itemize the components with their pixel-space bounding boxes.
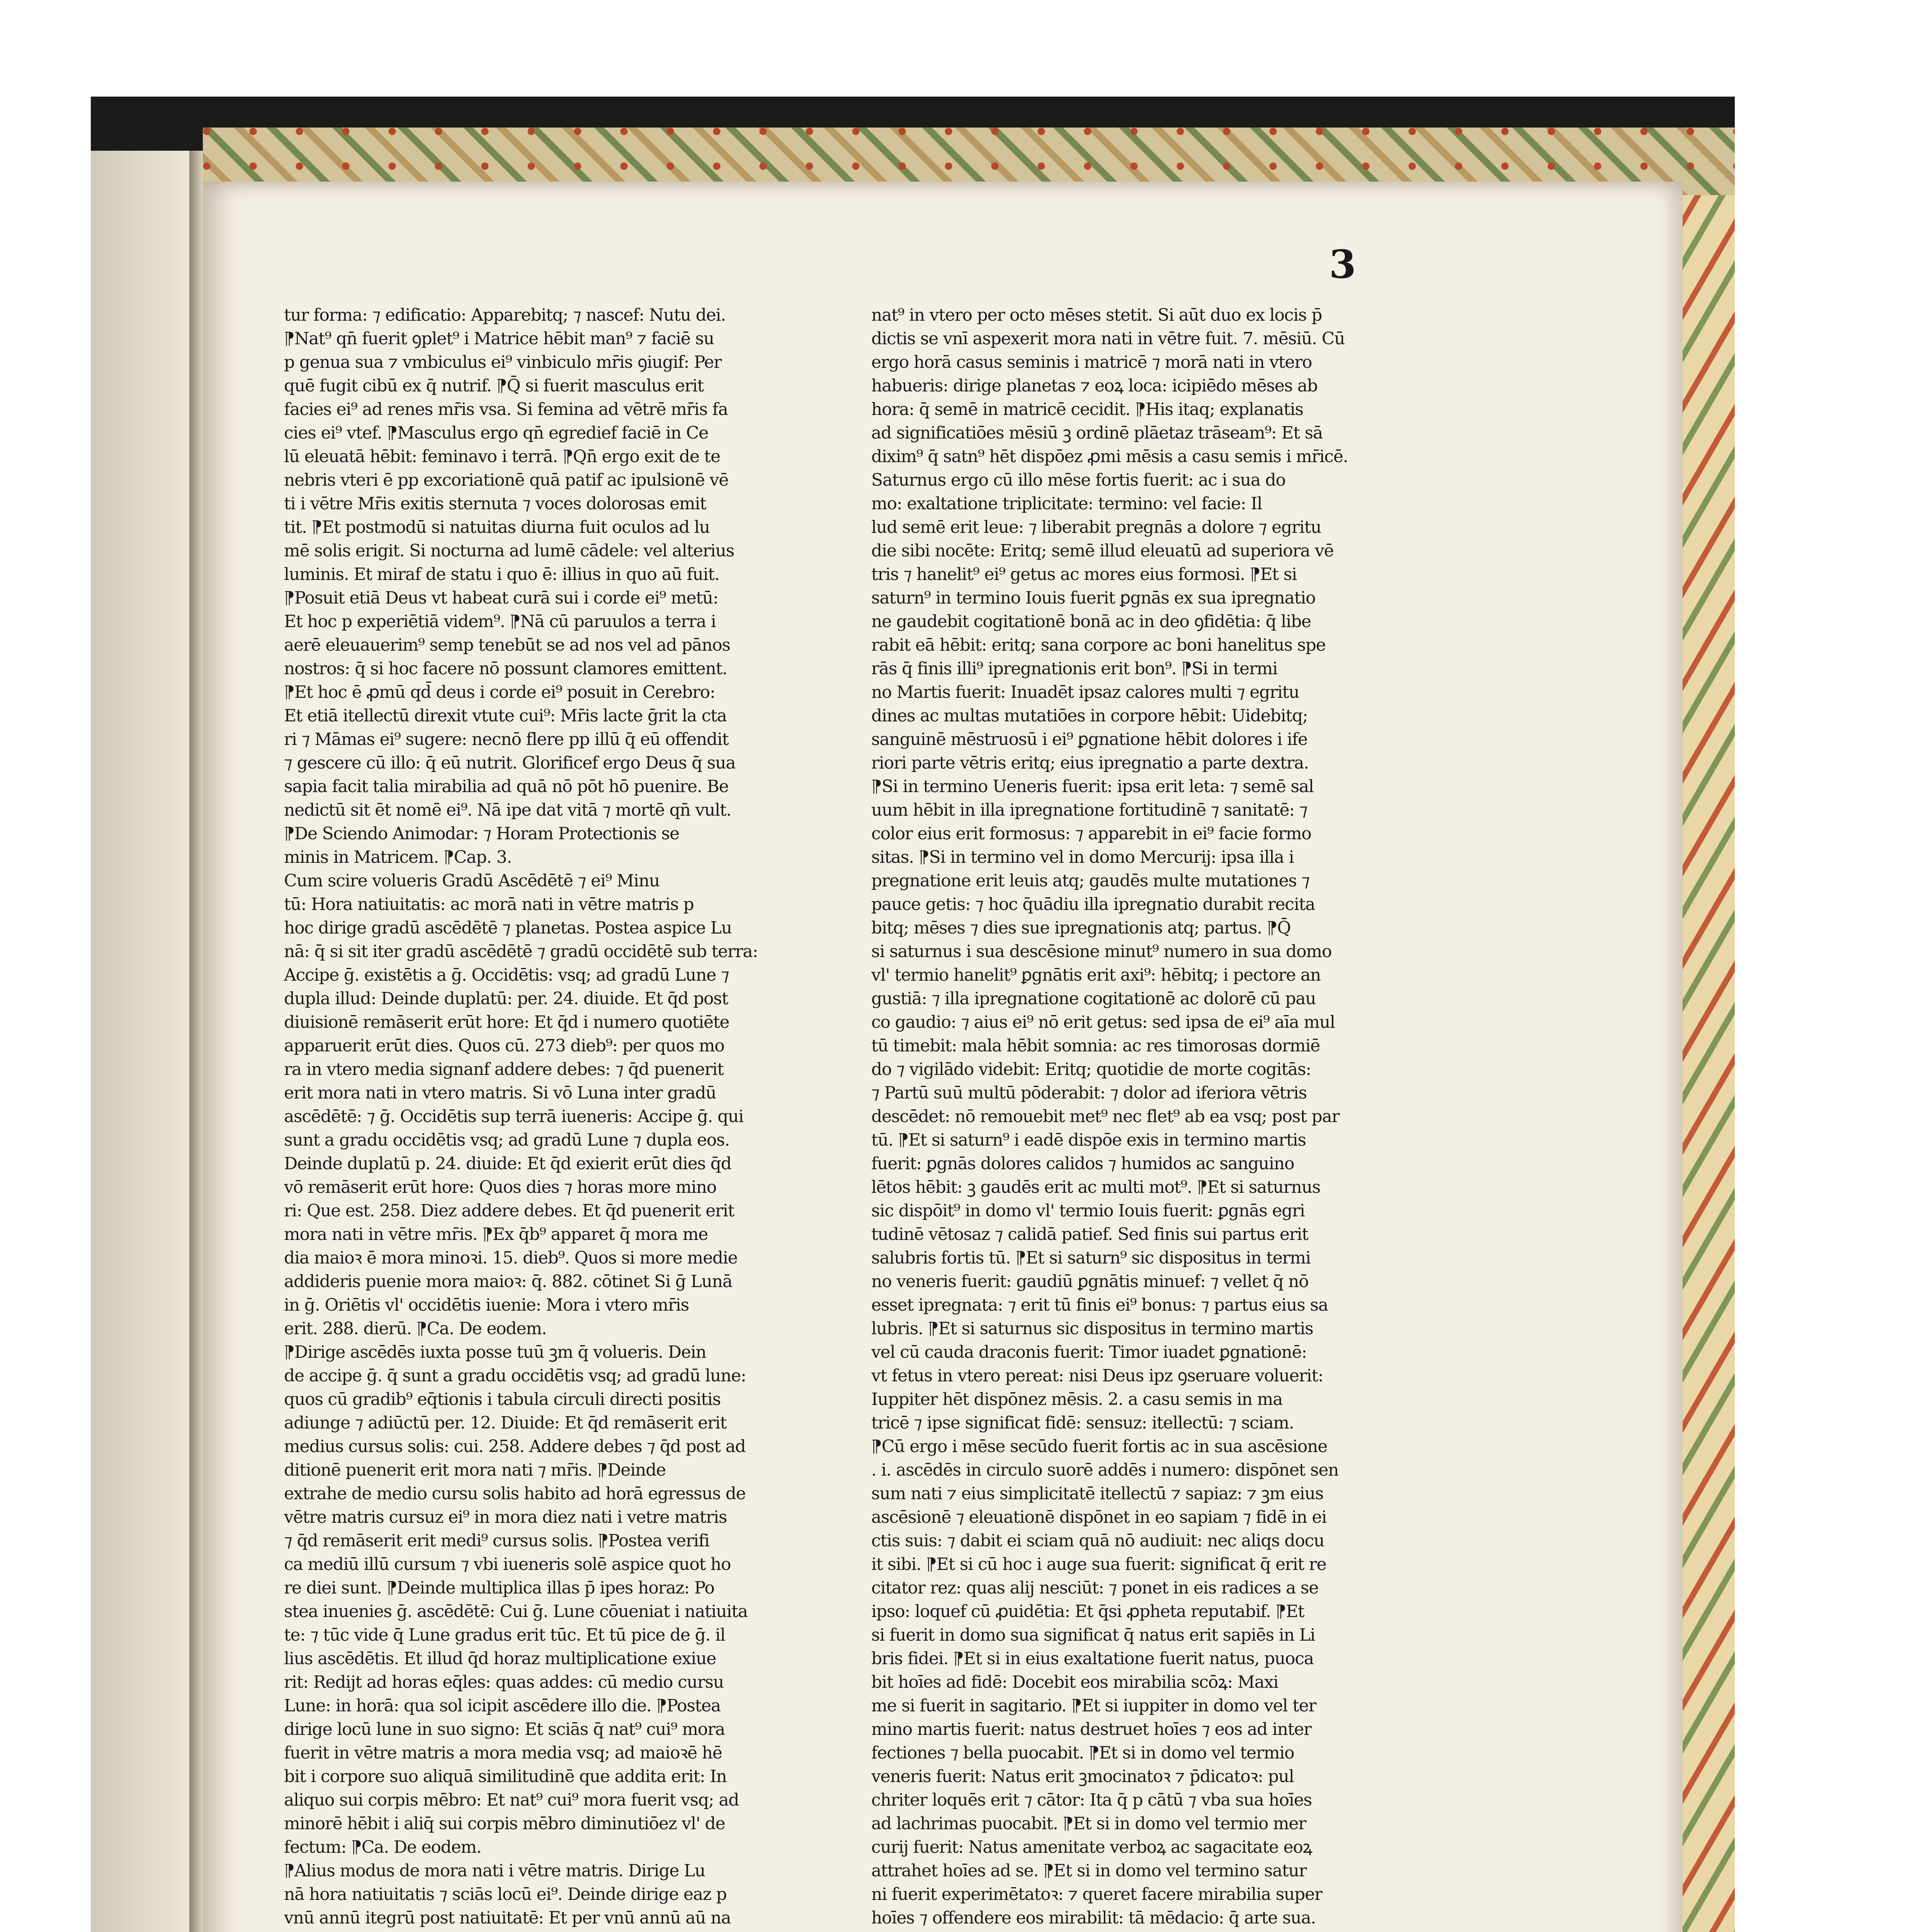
text-line: mē solis erigit. Si nocturna ad lumē cādele: vel alterius xyxy=(284,541,734,561)
text-line: tit. ⁋Et postmodū si natuitas diurna fuit oculos ad lu xyxy=(284,517,710,537)
text-line: fuerit in vētre matris a mora media vsq; ad maioꝛē hē xyxy=(284,1743,722,1763)
text-line: co gaudio: ⁊ aius ei⁹ nō erit getus: sed ipsa de ei⁹ aīa mul xyxy=(871,1012,1335,1032)
text-line: ⁋Cū ergo i mēse secūdo fuerit fortis ac in sua ascēsione xyxy=(871,1437,1328,1456)
text-line: sanguinē mēstruosū i ei⁹ ꝑgnatione hēbit dolores i ife xyxy=(871,730,1307,749)
text-line: fectum: ⁋Ca. De eodem. xyxy=(284,1837,481,1857)
text-line: vētre matris cursuz ei⁹ in mora diez nati i vetre matris xyxy=(284,1507,727,1527)
text-line: adiunge ⁊ adiūctū per. 12. Diuide: Et q̄d remāserit erit xyxy=(284,1413,727,1433)
text-line xyxy=(284,1930,854,1932)
text-line: saturn⁹ in termino Iouis fuerit ꝑgnās ex sua ipregnatio xyxy=(871,588,1316,608)
decorative-border-right xyxy=(1677,195,1735,1932)
text-line: no veneris fuerit: gaudiū ꝑgnātis minuef: ⁊ vellet q̄ nō xyxy=(871,1272,1309,1291)
text-line: vt fetus in vtero pereat: nisi Deus ipz ꝯseruare voluerit: xyxy=(871,1366,1323,1386)
text-line: nedictū sit ēt nomē ei⁹. Nā ipe dat vitā ⁊ mortē qn̄ vult. xyxy=(284,800,731,820)
text-line: Accipe ḡ. existētis a ḡ. Occidētis: vsq; ad gradū Lune ⁊ xyxy=(284,965,729,985)
text-line: ⁋Dirige ascēdēs iuxta posse tuū ꝫm q̄ volueris. Dein xyxy=(284,1342,706,1362)
text-line: bit i corpore suo aliquā similitudinē que addita erit: In xyxy=(284,1767,727,1786)
text-line: tudinē vētosaz ⁊ calidā patief. Sed finis sui partus erit xyxy=(871,1225,1308,1244)
text-line: ditionē puenerit erit mora nati ⁊ mr̄is. ⁋Deinde xyxy=(284,1460,666,1480)
text-line: Saturnus ergo cū illo mēse fortis fuerit: ac i sua do xyxy=(871,470,1285,490)
book-gutter xyxy=(189,151,203,1932)
text-line: citator rez: quas alij nesciūt: ⁊ ponet in eis radices a se xyxy=(871,1578,1319,1598)
text-line: it sibi. ⁋Et si cū hoc i auge sua fuerit: significat q̄ erit re xyxy=(871,1554,1326,1574)
text-line: tris ⁊ hanelit⁹ ei⁹ getus ac mores eius formosi. ⁋Et si xyxy=(871,565,1297,584)
text-line: ⁊ Partū suū multū pōderabit: ⁊ dolor ad iferiora vētris xyxy=(871,1083,1307,1103)
text-line: nā hora natiuitatis ⁊ sciās locū ei⁹. Deinde dirige eaz p xyxy=(284,1884,727,1904)
text-line: lū eleuatā hēbit: feminavo i terrā. ⁋Qn̄ ergo exit de te xyxy=(284,447,720,466)
text-line: lētos hēbit: ꝫ gaudēs erit ac multi mot⁹. ⁋Et si saturnus xyxy=(871,1177,1321,1197)
text-line: sunt a gradu occidētis vsq; ad gradū Lune ⁊ dupla eos. xyxy=(284,1130,730,1150)
text-line: si saturnus i sua descēsione minut⁹ numero in sua domo xyxy=(871,942,1332,961)
text-line: ri ⁊ Māmas ei⁹ sugere: necnō flere pp illū q̄ eū offendit xyxy=(284,730,729,749)
text-line: tur forma: ⁊ edificatio: Apparebitq; ⁊ nascef: Nutu dei. xyxy=(284,305,726,325)
text-line: rabit eā hēbit: eritq; sana corpore ac boni hanelitus spe xyxy=(871,635,1326,655)
text-line: hora: q̄ semē in matricē cecidit. ⁋His itaq; explanatis xyxy=(871,400,1303,419)
text-line: ascēdētē: ⁊ ḡ. Occidētis sup terrā iueneris: Accipe ḡ. qui xyxy=(284,1107,744,1126)
text-line: ⁋Nat⁹ qn̄ fuerit ꝯplet⁹ i Matrice hēbit man⁹ ⁊ faciē su xyxy=(284,329,714,349)
text-line: tū. ⁋Et si saturn⁹ i eadē dispōe exis in termino martis xyxy=(871,1130,1306,1150)
text-line: dia maioꝛ ē mora minoꝛi. 15. dieb⁹. Quos si more medie xyxy=(284,1248,738,1268)
text-line: nebris vteri ē pp excoriationē quā patif ac ipulsionē vē xyxy=(284,470,729,490)
text-column-right xyxy=(871,303,1441,1932)
text-line: color eius erit formosus: ⁊ apparebit in ei⁹ facie formo xyxy=(871,824,1311,844)
text-line: fectiones ⁊ bella puocabit. ⁋Et si in domo vel termio xyxy=(871,1743,1294,1763)
text-line: rās q̄ finis illi⁹ ipregnationis erit bon⁹. ⁋Si in termi xyxy=(871,659,1278,679)
page-number: 3 xyxy=(1329,242,1356,287)
text-line: mino martis fuerit: natus destruet hoīes ⁊ eos ad inter xyxy=(871,1719,1311,1739)
text-line: ⁋Et hoc ē ꝓmū qd̄ deus i corde ei⁹ posuit in Cerebro: xyxy=(284,682,715,702)
text-line: ni fuerit experimētatoꝛ: ⁊ queret facere mirabilia super xyxy=(871,1884,1322,1904)
text-line: dictis se vnī aspexerit mora nati in vētre fuit. 7. mēsiū. Cū xyxy=(871,329,1345,349)
text-line: erit mora nati in vtero matris. Si vō Luna inter gradū xyxy=(284,1083,716,1103)
text-line: die sibi nocēte: Eritq; semē illud eleuatū ad superiora vē xyxy=(871,541,1334,561)
text-line: tū timebit: mala hēbit somnia: ac res timorosas dormiē xyxy=(871,1036,1320,1056)
text-line xyxy=(871,1930,1441,1932)
text-line: veneris fuerit: Natus erit ꝫmocinatoꝛ ⁊ p̄dicatoꝛ: pul xyxy=(871,1767,1294,1786)
text-line: ne gaudebit cogitationē bonā ac in deo ꝯfidētia: q̄ libe xyxy=(871,612,1311,631)
text-line: salubris fortis tū. ⁋Et si saturn⁹ sic dispositus in termi xyxy=(871,1248,1311,1268)
text-line: ⁊ q̄d remāserit erit medi⁹ cursus solis. ⁋Postea verifi xyxy=(284,1531,709,1551)
text-line: aerē eleuauerim⁹ semp tenebūt se ad nos vel ad pānos xyxy=(284,635,730,655)
text-line: medius cursus solis: cui. 258. Addere debes ⁊ q̄d post ad xyxy=(284,1437,746,1456)
text-line: ⁋Posuit etiā Deus vt habeat curā sui i corde ei⁹ metū: xyxy=(284,588,718,608)
text-line: no Martis fuerit: Inuadēt ipsaz calores multi ⁊ egritu xyxy=(871,682,1299,702)
text-line: habueris: dirige planetas ⁊ eoꝝ loca: icipiēdo mēses ab xyxy=(871,376,1318,396)
text-line: ti i vētre Mr̄is exitis sternuta ⁊ voces dolorosas emit xyxy=(284,494,706,514)
text-line: quos cū gradib⁹ eq̄tionis i tabula circuli directi positis xyxy=(284,1389,721,1409)
text-line: curij fuerit: Natus amenitate verboꝝ ac sagacitate eoꝝ xyxy=(871,1837,1312,1857)
text-line: te: ⁊ tūc vide q̄ Lune gradus erit tūc. Et tū pice de ḡ. il xyxy=(284,1625,725,1645)
text-line: riori parte vētris eritq; eius ipregnatio a parte dextra. xyxy=(871,753,1309,773)
text-line: hoc dirige gradū ascēdētē ⁊ planetas. Postea aspice Lu xyxy=(284,918,732,938)
text-line: ⁋Alius modus de mora nati i vētre matris. Dirige Lu xyxy=(284,1861,706,1881)
text-line: vel cū cauda draconis fuerit: Timor iuadet ꝑgnationē: xyxy=(871,1342,1307,1362)
text-line: vl' termio hanelit⁹ ꝑgnātis erit axi⁹: hēbitq; i pectore an xyxy=(871,965,1321,985)
text-line: esset ipregnata: ⁊ erit tū finis ei⁹ bonus: ⁊ partus eius sa xyxy=(871,1295,1328,1315)
text-line: lud semē erit leue: ⁊ liberabit pregnās a dolore ⁊ egritu xyxy=(871,517,1321,537)
text-line: lius ascēdētis. Et illud q̄d horaz multiplicatione exiue xyxy=(284,1649,716,1668)
text-line: sitas. ⁋Si in termino vel in domo Mercurij: ipsa illa i xyxy=(871,847,1294,867)
text-line: erit. 288. dierū. ⁋Ca. De eodem. xyxy=(284,1319,547,1338)
text-line: ipso: loquef cū ꝓuidētia: Et q̄si ꝓpheta reputabif. ⁋Et xyxy=(871,1602,1304,1621)
text-line: gustiā: ⁊ illa ipregnatione cogitationē ac dolorē cū pau xyxy=(871,989,1316,1009)
text-line: extrahe de medio cursu solis habito ad horā egressus de xyxy=(284,1484,746,1503)
text-line: descēdet: nō remouebit met⁹ nec flet⁹ ab ea vsq; post par xyxy=(871,1107,1340,1126)
text-line: minis in Matricem. ⁋Cap. 3. xyxy=(284,847,512,867)
text-line: quē fugit cibū ex q̄ nutrif. ⁋Q̄ si fuerit masculus erit xyxy=(284,376,704,396)
text-line: bris fidei. ⁋Et si in eius exaltatione fuerit natus, puoca xyxy=(871,1649,1314,1668)
text-line: ri: Que est. 258. Diez addere debes. Et q̄d puenerit erit xyxy=(284,1201,734,1221)
text-line: ad lachrimas puocabit. ⁋Et si in domo vel termio mer xyxy=(871,1814,1306,1833)
text-line: de accipe ḡ. q̄ sunt a gradu occidētis vsq; ad gradū lune: xyxy=(284,1366,746,1386)
text-line: p genua sua ⁊ vmbiculus ei⁹ vinbiculo mr̄is ꝯiugif: Per xyxy=(284,352,721,372)
text-line: minorē hēbit i aliq̄ sui corpis mēbro diminutiōez vl' de xyxy=(284,1814,725,1833)
text-line: attrahet hoīes ad se. ⁋Et si in domo vel termino satur xyxy=(871,1861,1307,1881)
text-line: chriter loquēs erit ⁊ cātor: Ita q̄ p cātū ⁊ vba sua hoīes xyxy=(871,1790,1312,1810)
text-line: hoīes ⁊ offendere eos mirabilit: tā mēdacio: q̄ arte sua. xyxy=(871,1908,1316,1928)
text-line: ra in vtero media signanf addere debes: ⁊ q̄d puenerit xyxy=(284,1060,724,1079)
text-line: facies ei⁹ ad renes mr̄is vsa. Si femina ad vētrē mr̄is fa xyxy=(284,400,728,419)
text-line: Cum scire volueris Gradū Ascēdētē ⁊ ei⁹ Minu xyxy=(284,871,660,891)
text-line: dirige locū lune in suo signo: Et sciās q̄ nat⁹ cui⁹ mora xyxy=(284,1719,725,1739)
text-line: rit: Redijt ad horas eq̄les: quas addes: cū medio cursu xyxy=(284,1672,724,1692)
text-line: me si fuerit in sagitario. ⁋Et si iuppiter in domo vel ter xyxy=(871,1696,1316,1716)
text-line: ca mediū illū cursum ⁊ vbi iueneris solē aspice quot ho xyxy=(284,1554,731,1574)
text-line: ⁋Si in termino Ueneris fuerit: ipsa erit leta: ⁊ semē sal xyxy=(871,777,1314,796)
text-line: re diei sunt. ⁋Deinde multiplica illas p̄ ipes horaz: Po xyxy=(284,1578,714,1598)
text-line: dixim⁹ q̄ satn⁹ hēt dispōez ꝓmi mēsis a casu semis i mr̄icē. xyxy=(871,447,1348,466)
text-line: in ḡ. Oriētis vl' occidētis iuenie: Mora i vtero mr̄is xyxy=(284,1295,689,1315)
text-line: ad significatiōes mēsiū ꝫ ordinē plāetaz trāseam⁹: Et sā xyxy=(871,423,1323,443)
text-line: fuerit: ꝑgnās dolores calidos ⁊ humidos ac sanguino xyxy=(871,1154,1294,1173)
text-line: diuisionē remāserit erūt hore: Et q̄d i numero quotiēte xyxy=(284,1012,729,1032)
text-line: ergo horā casus seminis i matricē ⁊ morā nati in vtero xyxy=(871,352,1312,372)
text-line: bitq; mēses ⁊ dies sue ipregnationis atq; partus. ⁋Q̄ xyxy=(871,918,1291,938)
text-line: luminis. Et miraf de statu i quo ē: illius in quo aū fuit. xyxy=(284,565,719,584)
text-line: mo: exaltatione triplicitate: termino: vel facie: Il xyxy=(871,494,1262,514)
text-line: addideris puenie mora maioꝛ: q̄. 882. cōtinet Si ḡ Lunā xyxy=(284,1272,732,1291)
text-line: sic dispōit⁹ in domo vl' termio Iouis fuerit: ꝑgnās egri xyxy=(871,1201,1305,1221)
text-line: ascēsionē ⁊ eleuationē dispōnet in eo sapiam ⁊ fidē in ei xyxy=(871,1507,1327,1527)
text-line: uum hēbit in illa ipregnatione fortitudinē ⁊ sanitatē: ⁊ xyxy=(871,800,1307,820)
text-line: nā: q̄ si sit iter gradū ascēdētē ⁊ gradū occidētē sub terra: xyxy=(284,942,758,961)
text-line: tricē ⁊ ipse significat fidē: sensuz: itellectū: ⁊ sciam. xyxy=(871,1413,1294,1433)
text-line: tū: Hora natiuitatis: ac morā nati in vētre matris p xyxy=(284,895,694,914)
text-line: ⁊ gescere cū illo: q̄ eū nutrit. Glorificef ergo Deus q̄ sua xyxy=(284,753,736,773)
text-line: nat⁹ in vtero per octo mēses stetit. Si aūt duo ex locis p̄ xyxy=(871,305,1322,325)
text-line: Et etiā itellectū direxit vtute cui⁹: Mr̄is lacte ḡrit la cta xyxy=(284,706,727,726)
text-line: do ⁊ vigilādo videbit: Eritq; quotidie de morte cogitās: xyxy=(871,1060,1311,1079)
text-column-left xyxy=(284,303,854,1932)
text-line: pauce getis: ⁊ hoc q̄uādiu illa ipregnatio durabit recita xyxy=(871,895,1315,914)
text-line: nostros: q̄ si hoc facere nō possunt clamores emittent. xyxy=(284,659,727,679)
text-line: pregnatione erit leuis atq; gaudēs multe mutationes ⁊ xyxy=(871,871,1310,891)
facing-page-edge xyxy=(91,151,189,1932)
text-line: ctis suis: ⁊ dabit ei sciam quā nō audiuit: nec aliqs docu xyxy=(871,1531,1324,1551)
text-line: aliquo sui corpis mēbro: Et nat⁹ cui⁹ mora fuerit vsq; ad xyxy=(284,1790,739,1810)
text-line: dines ac multas mutatiōes in corpore hēbit: Uidebitq; xyxy=(871,706,1308,726)
text-line: si fuerit in domo sua significat q̄ natus erit sapiēs in Li xyxy=(871,1625,1315,1645)
text-line: dupla illud: Deinde duplatū: per. 24. diuide. Et q̄d post xyxy=(284,989,728,1009)
text-line: sapia facit talia mirabilia ad quā nō pōt hō puenire. Be xyxy=(284,777,729,796)
text-line: . i. ascēdēs in circulo suorē addēs i numero: dispōnet sen xyxy=(871,1460,1339,1480)
text-line: Deinde duplatū p. 24. diuide: Et q̄d exierit erūt dies q̄d xyxy=(284,1154,731,1173)
text-line: Iuppiter hēt dispōnez mēsis. 2. a casu semis in ma xyxy=(871,1389,1283,1409)
text-line: vō remāserit erūt hore: Quos dies ⁊ horas more mino xyxy=(284,1177,717,1197)
text-line: sum nati ⁊ eius simplicitatē itellectū ⁊ sapiaz: ⁊ ꝫm eius xyxy=(871,1484,1323,1503)
text-line: Et hoc p experiētiā videm⁹. ⁋Nā cū paruulos a terra i xyxy=(284,612,716,631)
text-line: stea inuenies ḡ. ascēdētē: Cui ḡ. Lune cōueniat i natiuita xyxy=(284,1602,748,1621)
text-line: lubris. ⁋Et si saturnus sic dispositus in termino martis xyxy=(871,1319,1313,1338)
text-line: vnū annū itegrū post natiuitatē: Et per vnū annū aū na xyxy=(284,1908,731,1928)
text-line: apparuerit erūt dies. Quos cū. 273 dieb⁹: per quos mo xyxy=(284,1036,724,1056)
text-line: Lune: in horā: qua sol icipit ascēdere illo die. ⁋Postea xyxy=(284,1696,721,1716)
text-line: ⁋De Sciendo Animodar: ⁊ Horam Protectionis se xyxy=(284,824,679,844)
text-line: cies ei⁹ vtef. ⁋Masculus ergo qn̄ egredief faciē in Ce xyxy=(284,423,708,443)
text-line: bit hoīes ad fidē: Docebit eos mirabilia scōꝝ: Maxi xyxy=(871,1672,1278,1692)
text-line: mora nati in vētre mr̄is. ⁋Ex q̄b⁹ apparet q̄ mora me xyxy=(284,1225,708,1244)
